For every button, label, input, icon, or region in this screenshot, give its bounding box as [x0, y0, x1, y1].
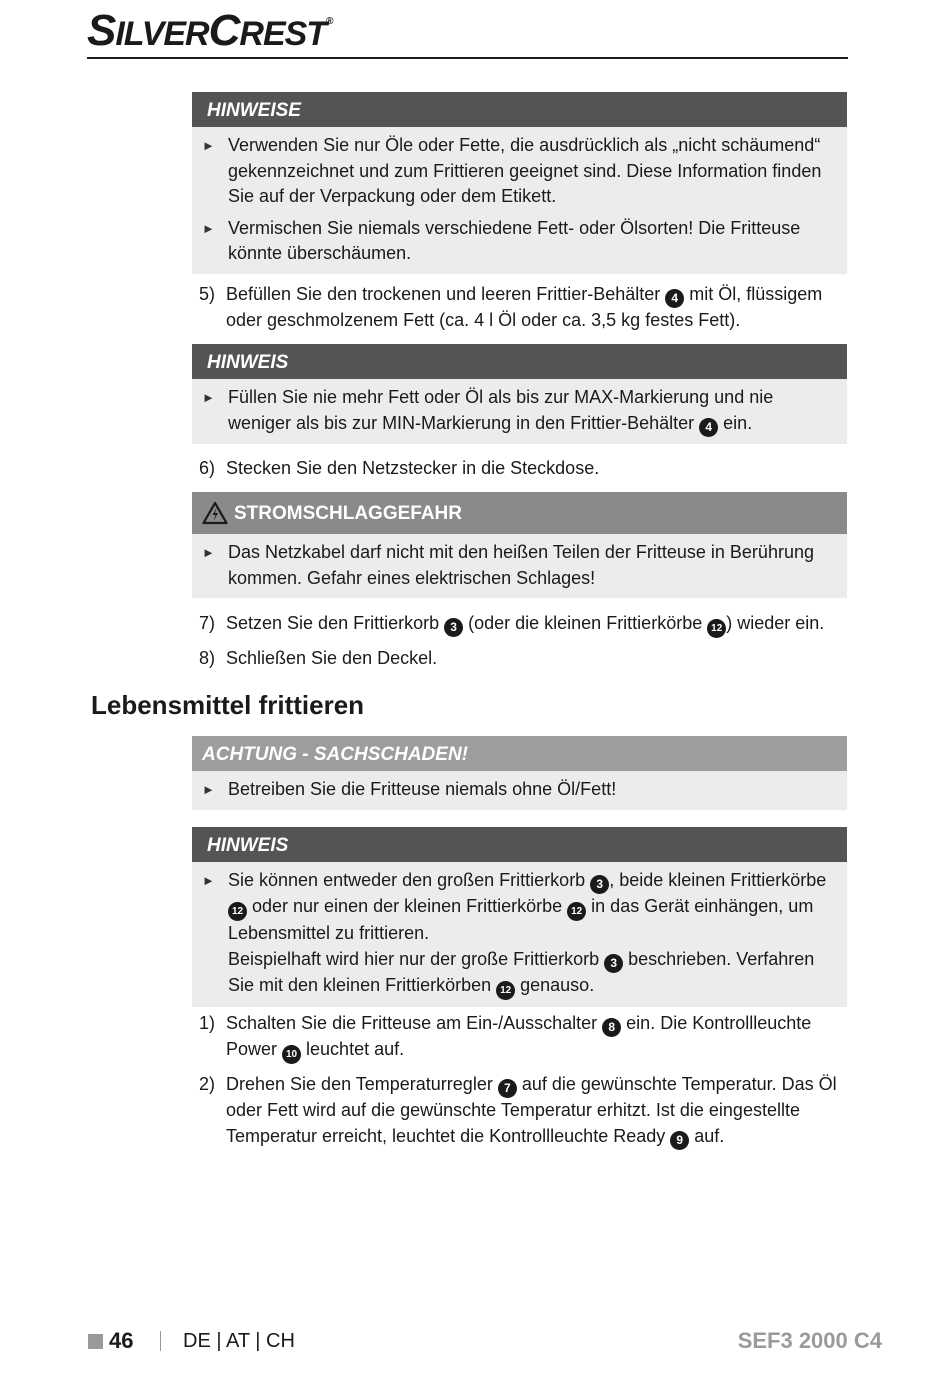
step-6: 6) Stecken Sie den Netzstecker in die Steckdose.: [199, 458, 600, 478]
part-number-badge: 12: [496, 981, 515, 1000]
caution-box-property-damage: [192, 736, 847, 810]
part-number-badge: 10: [282, 1045, 301, 1064]
step-5: 5) Befüllen Sie den trockenen und leeren Frittier-Behälter 4 mit Öl, flüssigem oder geschmolzenem Fett (ca. 4 l Öl oder ca. 3,5 kg festes Fett).: [199, 284, 823, 330]
step-fry-2: 2) Drehen Sie den Temperaturregler 7 auf die gewünschte Temperatur. Das Öl oder Fett wird auf die gewünschte Temperatur erhitzt. Ist die eingestellte Temperatur erreicht, leuchtet die Kontrollleuchte Ready 9 auf.: [199, 1072, 847, 1150]
triangle-right-icon: ►: [202, 873, 215, 888]
part-number-badge: 12: [707, 619, 726, 638]
part-number-badge: 9: [670, 1131, 689, 1150]
step-8: 8) Schließen Sie den Deckel.: [199, 648, 438, 668]
part-number-badge: 4: [665, 289, 684, 308]
page-number: 46: [109, 1328, 134, 1353]
part-number-badge: 8: [602, 1018, 621, 1037]
part-number-badge: 3: [444, 618, 463, 637]
note-box-hinweis-2: [192, 827, 847, 1007]
part-number-badge: 12: [567, 902, 586, 921]
section-title: Lebensmittel frittieren: [91, 690, 365, 720]
warning-box-header: STROMSCHLAGGEFAHR: [192, 492, 847, 534]
warning-triangle-icon: [202, 501, 228, 525]
step-fry-1: 1) Schalten Sie die Fritteuse am Ein-/Ausschalter 8 ein. Die Kontrollleuchte Power 10 leuchtet auf.: [199, 1011, 847, 1064]
triangle-right-icon: ►: [202, 138, 215, 153]
part-number-badge: 7: [498, 1079, 517, 1098]
part-number-badge: 3: [590, 875, 609, 894]
note-box-header: HINWEIS: [192, 827, 847, 862]
part-number-badge: 12: [228, 902, 247, 921]
triangle-right-icon: ►: [202, 782, 215, 797]
part-number-badge: 4: [699, 418, 718, 437]
note-bullet: ► Betreiben Sie die Fritteuse niemals ohne Öl/Fett!: [202, 777, 837, 803]
model-number: SEF3 2000 C4: [737, 1328, 882, 1353]
footer-square-icon: [88, 1334, 103, 1349]
header-rule: [87, 57, 848, 59]
note-bullet: ► Vermischen Sie niemals verschiedene Fett- oder Ölsorten! Die Fritteuse könnte überschäumen.: [202, 216, 837, 267]
country-codes: DE | AT | CH: [183, 1330, 295, 1352]
step-7: 7) Setzen Sie den Frittierkorb 3 (oder die kleinen Frittierkörbe 12 ) wieder ein.: [199, 611, 847, 638]
note-bullet: ► Verwenden Sie nur Öle oder Fette, die ausdrücklich als „nicht schäumend“ gekennzeichnet und zum Frittieren geeignet sind. Diese Information finden Sie auf der Verpackung oder dem Etikett.: [202, 133, 837, 210]
caution-box-header: ACHTUNG - SACHSCHADEN!: [192, 736, 847, 771]
part-number-badge: 3: [604, 954, 623, 973]
brand-logo: SILVERCREST®: [87, 6, 333, 55]
note-box-hinweis: [192, 344, 847, 444]
triangle-right-icon: ►: [202, 390, 215, 405]
note-box-header: HINWEISE: [192, 92, 847, 127]
note-bullet: ► Füllen Sie nie mehr Fett oder Öl als bis zur MAX-Markierung und nie weniger als bis zur MIN-Markierung in den Frittier-Behälter 4 ein.: [202, 385, 837, 437]
footer-divider: [160, 1331, 161, 1351]
warning-box-electric-shock: [192, 492, 847, 598]
note-bullet: ► Das Netzkabel darf nicht mit den heißen Teilen der Fritteuse in Berührung kommen. Gefahr eines elektrischen Schlages!: [202, 540, 837, 591]
note-box-hinweise: [192, 92, 847, 274]
triangle-right-icon: ►: [202, 220, 215, 236]
note-bullet: ► Sie können entweder den großen Frittierkorb 3 , beide kleinen Frittierkörbe 12 oder nur einen der kleinen Frittierkörbe 12 in das Gerät einhängen, um Lebensmittel zu frittieren. Beispielhaft wird hier nur der große Frittierkorb 3 beschrieben. Verfahren Sie mit den kleinen Frittierkörben 12 genauso.: [202, 868, 837, 1000]
triangle-right-icon: ►: [202, 545, 215, 560]
note-box-header: HINWEIS: [192, 344, 847, 379]
